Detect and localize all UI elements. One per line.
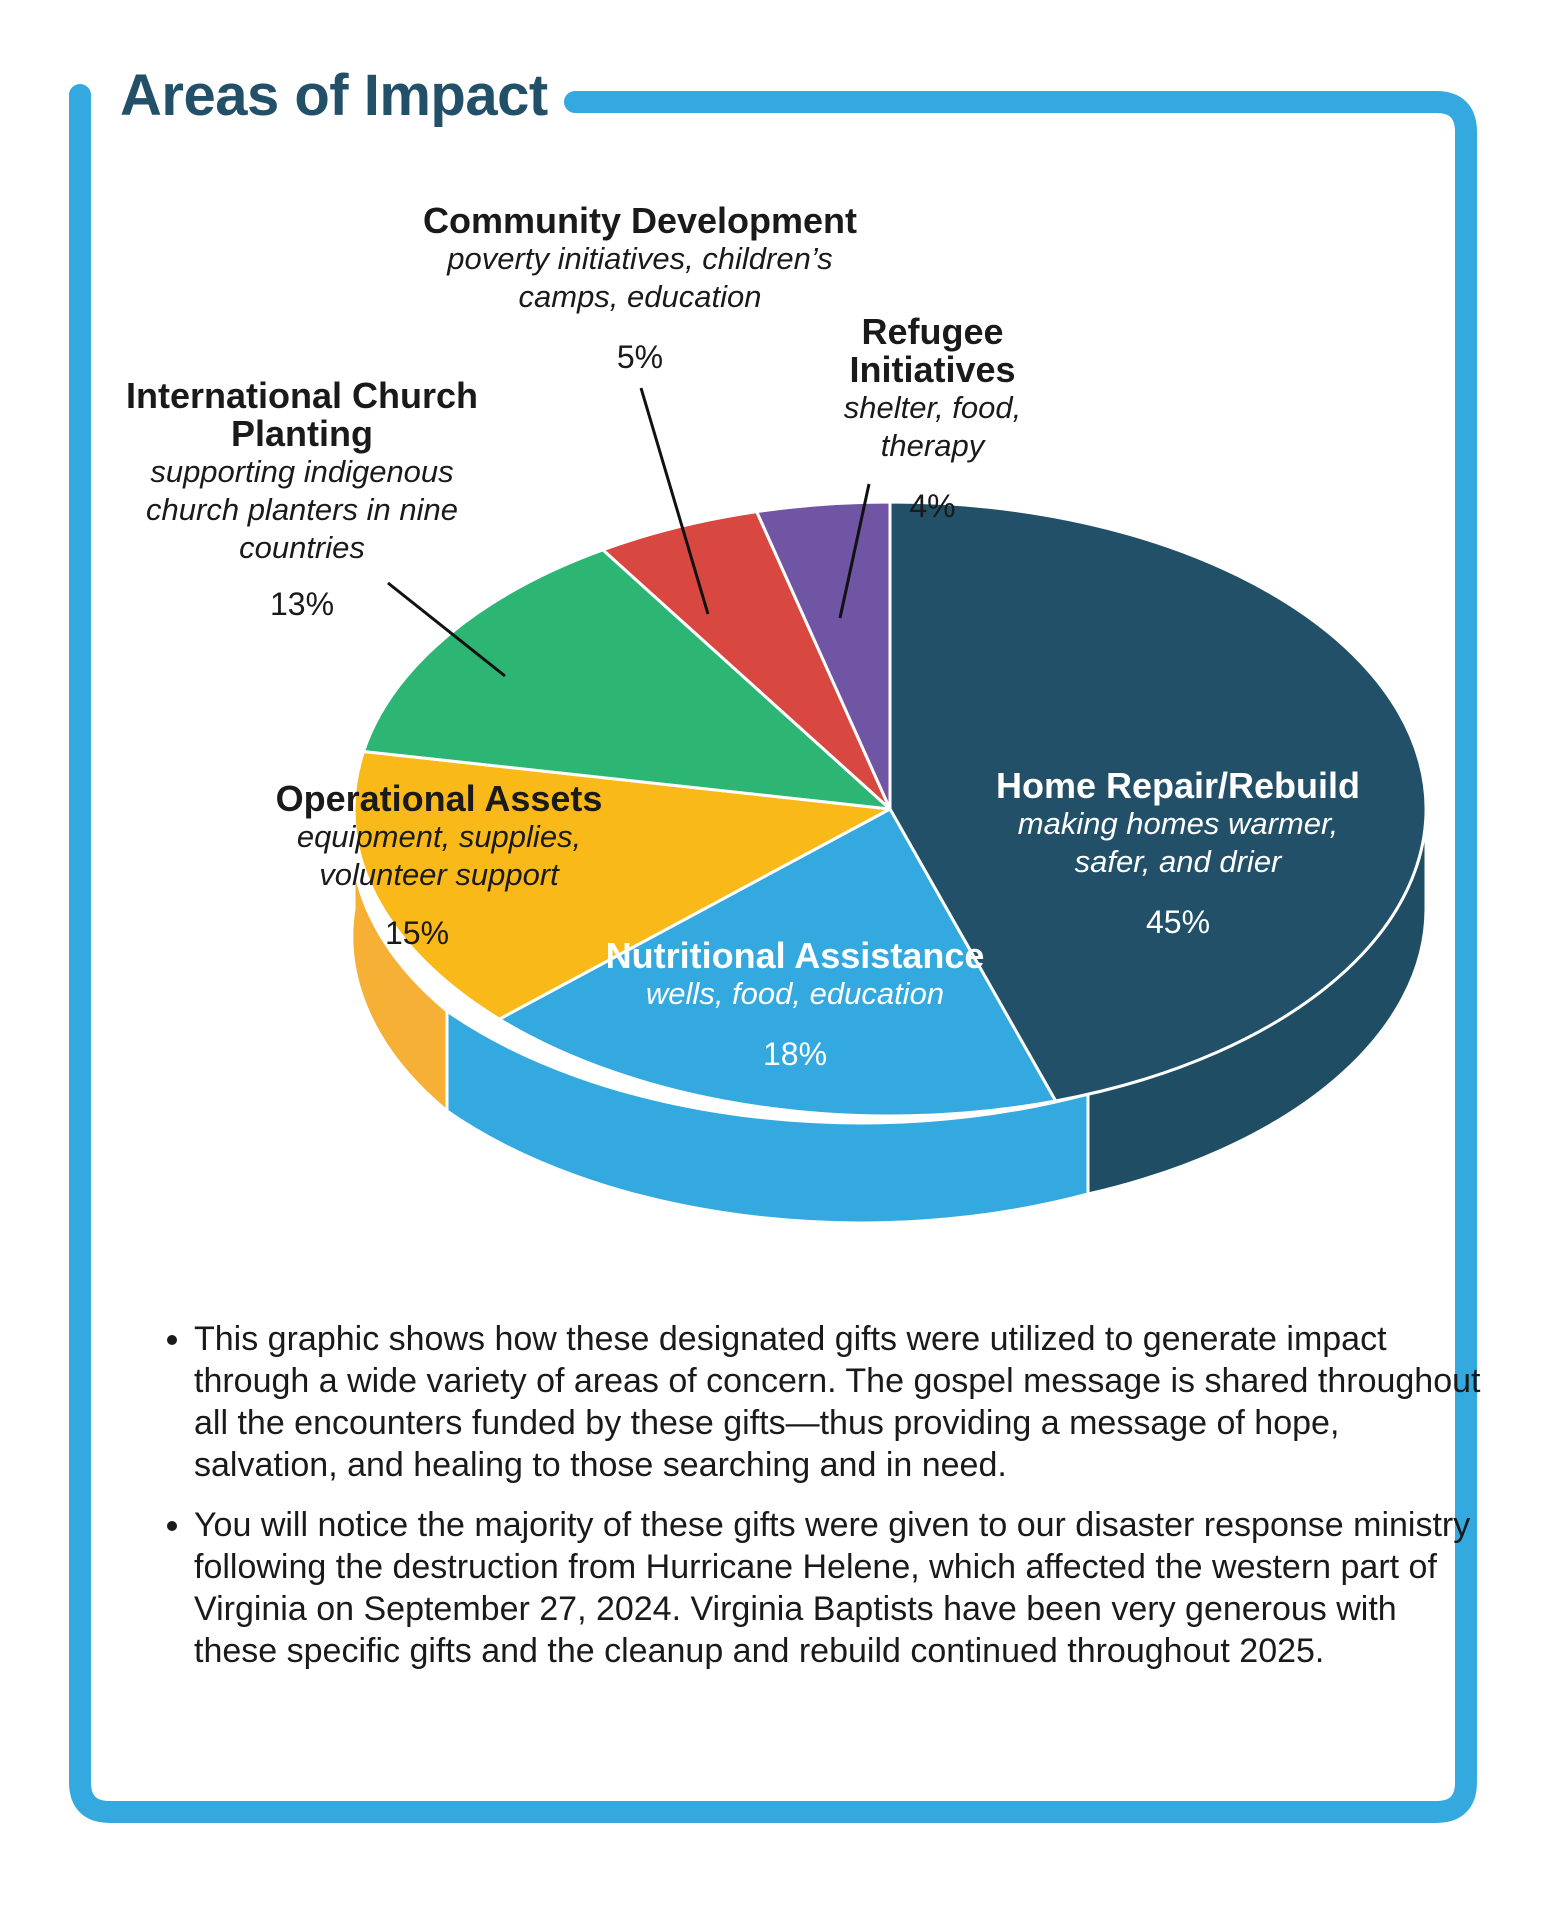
slice-percent: 4%: [909, 488, 956, 524]
label-home-repair: [968, 767, 1388, 941]
note-item: • You will notice the majority of these gifts were given to our disaster response ministry following the destruction from Hurricane Helene, which affected the western part of Virginia on September 27, 2024. Virginia Baptists have been very generous with these specific gifts and the cleanup and rebuild continued throughout 2025.: [194, 1504, 1484, 1672]
slice-description: making homes warmer, safer, and drier: [1017, 806, 1339, 879]
label-operational-assets: [254, 780, 624, 894]
label-nutritional-assistance: [585, 937, 1005, 1073]
slice-percent: 18%: [762, 1036, 828, 1072]
slice-description: supporting indigenous church planters in nine countries: [146, 454, 458, 565]
slice-name: International Church Planting: [125, 375, 479, 454]
label-operational-percent: 15%: [385, 915, 450, 951]
label-church-planting: [116, 377, 488, 623]
slice-description: wells, food, education: [645, 976, 945, 1011]
slice-percent: 5%: [616, 339, 664, 375]
slice-name: Operational Assets: [275, 778, 603, 819]
note-item: • This graphic shows how these designated gifts were utilized to generate impact through a wide variety of areas of concern. The gospel message is shared throughout all the encounters funded by these gifts—thus providing a message of hope, salvation, and healing to those searching and in need.: [194, 1318, 1484, 1486]
slice-description: shelter, food, therapy: [843, 390, 1022, 463]
notes-list: [160, 1318, 1484, 1690]
slice-name: Community Development: [422, 200, 858, 241]
label-refugee-initiatives: [800, 313, 1065, 525]
slice-name: Refugee Initiatives: [849, 311, 1016, 390]
slice-name: Home Repair/Rebuild: [995, 765, 1361, 806]
slice-description: equipment, supplies, volunteer support: [296, 819, 582, 892]
slice-percent: 45%: [1145, 904, 1211, 940]
slice-description: poverty initiatives, children’s camps, education: [447, 241, 833, 314]
page-title: Areas of Impact: [120, 63, 548, 128]
slice-percent: 13%: [269, 586, 335, 622]
slice-name: Nutritional Assistance: [605, 935, 985, 976]
